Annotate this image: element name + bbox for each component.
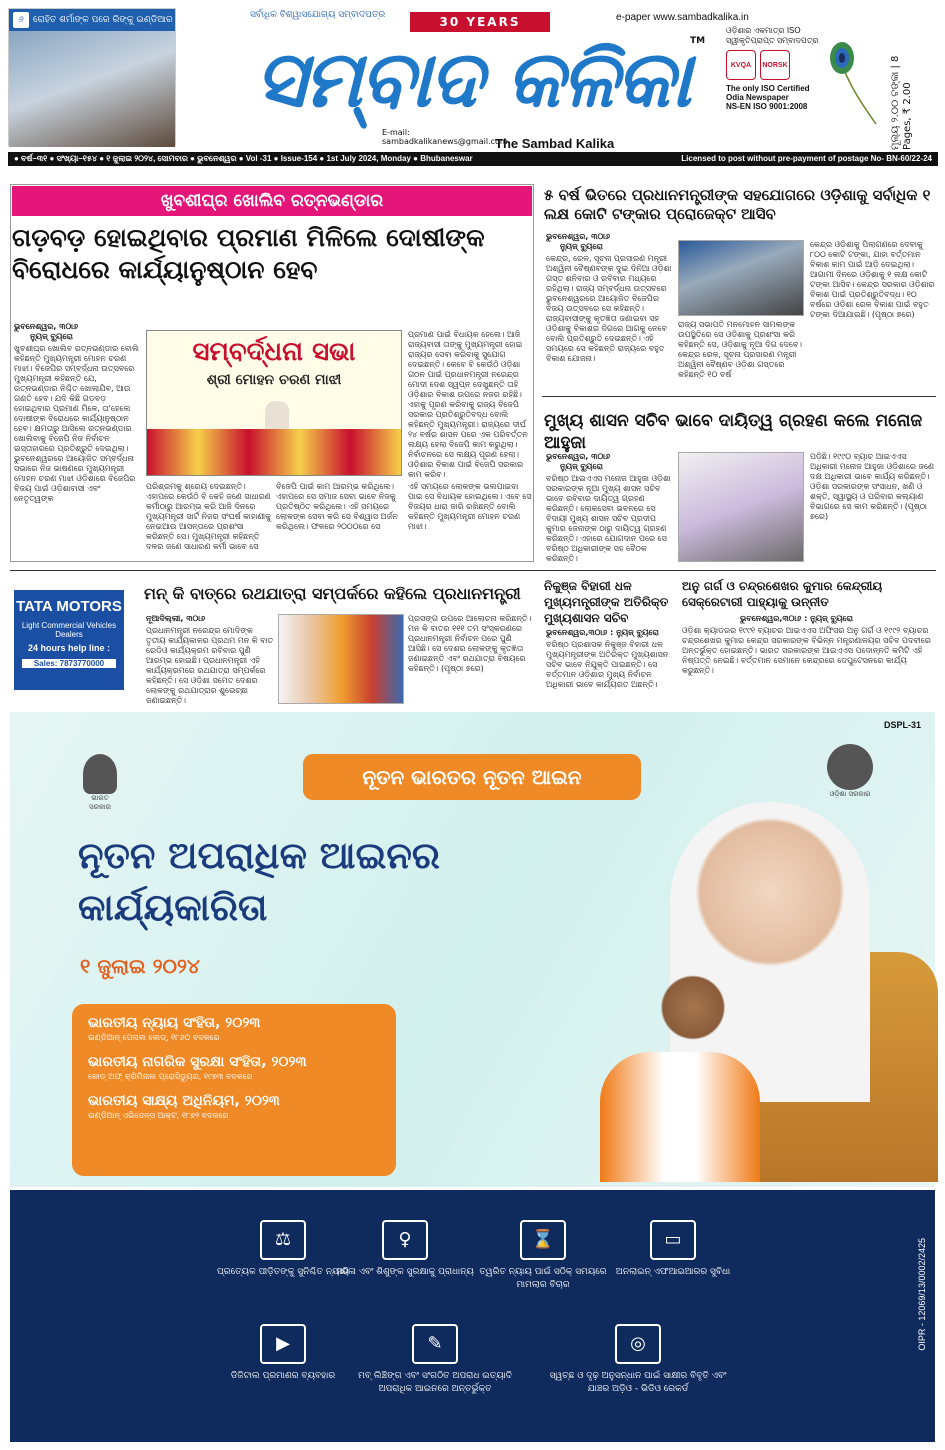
leader-portrait-2: [638, 962, 748, 1092]
feature-item: [548, 1324, 728, 1396]
feature-item: [598, 1220, 748, 1279]
lead-photo: [146, 330, 402, 476]
story5-headline[interactable]: ନିକୁଞ୍ଜ ବିହାରୀ ଧଳ ମୁଖ୍ୟମନ୍ତ୍ରୀଙ୍କ ଅତିରିକ୍ତ ମୁଖ୍ୟଶାସନ ସଚିବ: [544, 579, 669, 625]
story2-bureau: ନ୍ୟୁଜ୍ ବ୍ୟୁରୋ: [560, 242, 603, 251]
email-label: E-mail:: [382, 128, 410, 137]
law-replaces: ଇଣ୍ଡିଆନ୍ ଏଭିଡେନ୍ସ ଆକ୍ଟ, ୧୮୭୨ ବଦଳରେ: [88, 1111, 229, 1120]
feature-label: ସ୍ୱଚ୍ଛ ଓ ଦୃଢ଼ ଅନୁସନ୍ଧାନ ପାଇଁ ସାକ୍ଷୀର ବିବୃତି ଏବଂ ଯାଞ୍ଚର ଅଡ଼ିଓ - ଭିଡିଓ ରେକର୍ଡ: [549, 1371, 727, 1394]
ad-code: DSPL-31: [883, 720, 921, 730]
iso-line-1: The only ISO Certified: [726, 84, 810, 93]
teaser-headline: ୬ ରୋହିତ ଶର୍ମାଙ୍କ ପରେ ରିଙ୍କୁ ଇଣ୍ଡିଆର କ୍ୟାପ୍ଟେନ ହେବେ କି କୋହଲି: [9, 9, 175, 31]
story2-column-3: କେନ୍ଦ୍ର ଓଡ଼ିଶାକୁ ପିଲାଗଣରେ ଦେବାକୁ ୮୦୦ କୋଟି ଟଙ୍କା, ଯାହା ବର୍ତ୍ତମାନ ବିକାଶ କାମ ପାଇଁ ଆଡ଼ି ଦେଇଥିଲା। ଆଗାମୀ ଦିନରେ ଓଡ଼ିଶାକୁ ୧ ଲକ୍ଷ କୋଟି ଟଙ୍କା ଆସିବ। କେନ୍ଦ୍ର ସରକାର ଓଡ଼ିଶାର ବିକାଶ ପାଇଁ ପ୍ରତିଶ୍ରୁତିବଦ୍ଧ। ୧୦ ବର୍ଷରେ ଓଡ଼ିଶା ରେଳ ବିକାଶ ପାଇଁ ବହୁତ ଟଙ୍କା ଦିଆଯାଇଛି। (ପୃଷ୍ଠା ୭ରେ): [810, 240, 935, 319]
story4-dateline: ନୂଆଦିଲ୍ଲୀ, ୩୦ା୬: [146, 614, 206, 623]
lead-column-2: ପ୍ରମାଣ ପାଇଁ ବିଧାୟକ ହେଲେ। ଆଜି ରାଜ୍ୟବାସୀ ତାଙ୍କୁ ମୁଖ୍ୟମନ୍ତ୍ରୀ ହୋଇ ରାଜ୍ୟର ସେବା କରିବାକୁ ସୁଯୋଗ ଦେଇଛନ୍ତି। କେବେ ବି କେଉଁଠି ଓଡ଼ିଶା ଗଠନ ପାଇଁ ପ୍ରଧାନମନ୍ତ୍ରୀ ନରେନ୍ଦ୍ର ମୋଦୀ ଦେଶ ସ୍ୱପ୍ନ ଦେଖୁଛନ୍ତି ତାହି ଓଡ଼ିଶାର ବିକାଶ ଉପରେ ନଜର ରହିଛି। ଏହାକୁ ପୂରଣ କରିବାକୁ ରାଜ୍ୟ ବିଜେପି ସରକାର ପ୍ରତିଶ୍ରୁତିବଦ୍ଧ ବୋଲି କହିଛନ୍ତି ମୁଖ୍ୟମନ୍ତ୍ରୀ। ରାଜ୍ୟରେ ଦୀର୍ଘ ୨୪ ବର୍ଷର ଶାସନ ପରେ ଏକ ପରିବର୍ତ୍ତନ ଲକ୍ଷ୍ୟ ହେଲା ବିଜେପି କାମ କରୁଥିଲା। ନିର୍ବାଚନରେ ସେ ଲକ୍ଷ୍ୟ ପୂରଣ ହେଲା। ଓଡ଼ିଶାର ବିକାଶ ପାଇଁ ବିଜେପି ସରକାର କାମ କରିବ।: [408, 330, 528, 479]
tata-brand: TATA MOTORS: [16, 598, 122, 615]
feature-item: [330, 1220, 480, 1279]
india-emblem-icon: [80, 754, 120, 811]
lead-column-4: ବିଜେପି ପାଇଁ କାମ ଆରମ୍ଭ କରିଥିଲେ। ଏହାପରେ ସେ ସମାଜ ସେବା ଭାବେ ନିଜକୁ ପ୍ରତିଷ୍ଠିତ କରିଥିଲେ। ଏହି ସମୟରେ ଲୋକଙ୍କ ସେବା କରି ସେ ବିଶ୍ୱାସ ଅର୍ଜନ କରିଥିଲେ। ଫଳରେ ୨୦୦୦ରେ ସେ: [276, 482, 398, 531]
story6-headline[interactable]: ଅନୁ ଗର୍ଗ ଓ ଚନ୍ଦ୍ରଶେଖର କୁମାର କେନ୍ଦ୍ରୀୟ ସେକ୍ରେଟାରୀ ପାହ୍ୟାକୁ ଉନ୍ନୀତ: [682, 579, 883, 609]
price-info: ମୂଲ୍ୟ ୨.୦୦ ଟଙ୍କା | 8 Pages, ₹ 2.00: [890, 55, 913, 150]
feature-label: ଡିଜିଟାଲ ପ୍ରମାଣର ବ୍ୟବହାର: [230, 1371, 336, 1381]
story3-column-1: ବରିଷ୍ଠ ଆଇଏଏସ ମନୋଜ ଆହୁଜା ଓଡ଼ିଶା ସରକାରଙ୍କ ନୂଆ ମୁଖ୍ୟ ଶାସନ ସଚିବ ଭାବେ ରବିବାର ଦାୟିତ୍ୱ ଗ୍ରହଣ କରିଛନ୍ତି। ଲୋକସେବା ଭବନରେ ସେ ବିଦାୟୀ ମୁଖ୍ୟ ଶାସନ ସଚିବ ପ୍ରଦୀପ କୁମାର ଜେନାଙ୍କ ଠାରୁ ଦାୟିତ୍ୱ ଗ୍ରହଣ କରିଛନ୍ତି। ଏହାରେ ଯୋଗଦାନ ପରେ ସେ ବରିଷ୍ଠ ଅଧିକାରୀଙ୍କ ସହ ବୈଠକ କରିଛନ୍ତି।: [546, 474, 671, 563]
website-link[interactable]: e-paper www.sambadkalika.in: [616, 12, 749, 23]
lead-headline[interactable]: ଗଡ଼ବଡ଼ ହୋଇଥିବାର ପ୍ରମାଣ ମିଳିଲେ ଦୋଷୀଙ୍କ ବିରୋଧରେ କାର୍ଯ୍ୟାନୁଷ୍ଠାନ ହେବ: [12, 223, 485, 284]
story6-body: ଓଡ଼ିଶା କ୍ୟାଡରର ୧୯୯୧ ବ୍ୟାଚର ଆଇଏଏସ ଅଫିସର ଅନୁ ଗର୍ଗ ଓ ୧୯୯୨ ବ୍ୟାଚର ଚନ୍ଦ୍ରଶେଖର କୁମାର କେନ୍ଦ୍ର ସରକାରଙ୍କ ବିଭିନ୍ନ ମନ୍ତ୍ରଣାଳୟର ସଚିବ ପଦବୀରେ ଅନ୍ତର୍ଭୁକ୍ତ ହୋଇଛନ୍ତି। ଭାରତ ସରକାରଙ୍କ ଆଇଏଏସ ପଦୋନ୍ନତି କମିଟି ଏହି ନିଷ୍ପତ୍ତି ନେଇଛି। ବର୍ତ୍ତମାନ ସେମାନେ କେନ୍ଦ୍ରରେ ଡେପୁଟେସନରେ କାର୍ଯ୍ୟ କରୁଛନ୍ତି।: [682, 626, 931, 675]
top-teaser-box[interactable]: [8, 8, 278, 146]
story4-photo: [278, 614, 404, 704]
digital-evidence-icon: ▶: [260, 1324, 306, 1364]
odisha-seal-icon: [827, 744, 873, 790]
iso-odia-text: ଓଡ଼ିଶାର ଏକମାତ୍ର ISO ସ୍ୱୀକୃତିପ୍ରାପ୍ତ ସମ୍ବାଦପତ୍ର: [726, 26, 819, 45]
date-bar: [8, 152, 938, 166]
video-record-icon: ◎: [615, 1324, 661, 1364]
ad-title: [78, 830, 598, 934]
feature-item: [208, 1324, 358, 1383]
story3-headline[interactable]: ମୁଖ୍ୟ ଶାସନ ସଚିବ ଭାବେ ଦାୟିତ୍ୱ ଗ୍ରହଣ କଲେ ମନୋଜ ଆହୁଜା: [544, 411, 923, 453]
new-laws-list: [72, 1004, 396, 1176]
lead-dateline: ଭୁବନେଶ୍ୱର, ୩୦ା୬: [14, 322, 79, 331]
story3-dateline: ଭୁବନେଶ୍ୱର, ୩୦ା୬: [546, 452, 611, 461]
tata-dealer-line: Light Commercial Vehicles Dealers: [21, 621, 117, 639]
law-item: [88, 1053, 380, 1082]
lead-kicker[interactable]: ଖୁବଶୀଘ୍ର ଖୋଲିବ ରତ୍ନଭଣ୍ଡାର: [12, 186, 532, 216]
document-icon: ✎: [412, 1324, 458, 1364]
lead-column-3: ପରିଶ୍ରମକୁ ଶ୍ରେୟ ଦେଇଛନ୍ତି। ଏହାପରେ କେଉଁଠି ବି କେହି ଜଣେ ସାଧାରଣ କର୍ମୀଠାରୁ ଆରମ୍ଭ କରି ଆଜି ଦିନରେ ମୁଖ୍ୟମନ୍ତ୍ରୀ ସାର୍ଟ ନିଜର ସଂଘର୍ଷ କାହାଣୀକୁ ନେଇଆଉ ଆସନ୍ତାରେ ପ୍ରଶଂସା କରିଛନ୍ତି ସେ। ମୁଖ୍ୟମନ୍ତ୍ରୀ କହିଛନ୍ତି ଦଳର ଜଣେ ସାଧାରଣ କର୍ମୀ ଭାବେ ସେ: [146, 482, 272, 551]
ad-title-line-1: ନୂତନ ଅପରାଧିକ ଆଇନର: [78, 834, 440, 877]
divider: [10, 570, 936, 571]
story4-column-2: ପ୍ରସଙ୍ଗ ଉପରେ ଆଲୋଚନା କରିଛନ୍ତି। ମନ କି ବାତର ୧୧୧ ତମ ସଂସ୍କରଣରେ ପ୍ରଧାନମନ୍ତ୍ରୀ ନିର୍ବାଚନ ପରେ ପୁଣି ଆସିଛି। ସେ ଦେଶର ଲୋକଙ୍କୁ କୃତଜ୍ଞତା ଜଣାଇଛନ୍ତି ଏବଂ ରଥଯାତ୍ରା ବିଷୟରେ କହିଛନ୍ତି। (ପୃଷ୍ଠା ୭ରେ): [408, 614, 532, 673]
license-info: Licensed to post without pre-payment of postage No- BN-60/22-24: [681, 154, 932, 163]
law-title: ଭାରତୀୟ ସାକ୍ଷ୍ୟ ଅଧିନିୟମ, ୨୦୨୩: [88, 1093, 280, 1109]
features-panel: [10, 1190, 935, 1442]
lead-column-1: ଖୁବଶୀଘ୍ର ଖୋଲିବ ରତ୍ନଭଣ୍ଡାର ବୋଲି କହିଛନ୍ତି ମୁଖ୍ୟମନ୍ତ୍ରୀ ମୋହନ ଚରଣ ମାଝୀ। ବିଜେପିର ସମ୍ବର୍ଦ୍ଧନା ଉତ୍ସବରେ ମୁଖ୍ୟମନ୍ତ୍ରୀ କହିଛନ୍ତି ଯେ, ରତ୍ନଭଣ୍ଡାର ନିଶ୍ଚିତ ଖୋଲାଯିବ, ଆଉ ଗଣତି ହେବ। ଯଦି କିଛି ଗଡ଼ବଡ଼ ହୋଇଥିବାର ପ୍ରମାଣ ମିଳେ, ତା'ହେଲେ ଦୋଷୀଙ୍କ ବିରୋଧରେ କାର୍ଯ୍ୟାନୁଷ୍ଠାନ ହେବ। କ୍ଷମତାରୁ ଆସିଲେ ରତ୍ନଭଣ୍ଡାର ଖୋଲିବାକୁ ବିଜେପି ନିଜ ନିର୍ବାଚନ ଇସ୍ତାହାରରେ ପ୍ରତିଶ୍ରୁତି ଦେଇଥିଲା। ଭୁବନେଶ୍ୱରରେ ଆୟୋଜିତ ସମ୍ବର୍ଦ୍ଧନା ସଭାରେ ନିଜ ଭାଷଣରେ ମୁଖ୍ୟମନ୍ତ୍ରୀ ମୋହନ ଚରଣ ମାଝୀ ଓଡ଼ିଶାରେ ବିଜେପିର ବିଜୟ ପାଇଁ ଓଡ଼ିଶାବାସୀ ଏବଂ ନେତୃତ୍ୱଙ୍କ: [14, 344, 139, 503]
norsk-logo-icon: NORSK: [760, 50, 790, 80]
slogan: ସର୍ବାଧିକ ବିଶ୍ୱାସଯୋଗ୍ୟ ସମ୍ବାଦପତ୍ର: [250, 10, 386, 20]
tata-motors-ad[interactable]: [14, 590, 124, 690]
story2-photo: [678, 240, 804, 316]
story6-dateline: ଭୁବନେଶ୍ୱର,୩୦ା୬ : ନ୍ୟୁଜ୍ ବ୍ୟୁରୋ: [740, 614, 853, 623]
emblem-left-caption: ଭାରତ ସରକାର: [89, 794, 111, 811]
law-title: ଭାରତୀୟ ନାଗରିକ ସୁରକ୍ଷା ସଂହିତା, ୨୦୨୩: [88, 1054, 307, 1070]
emblem-right-caption: ଓଡ଼ିଶା ସରକାର: [829, 790, 871, 798]
law-item: [88, 1014, 380, 1043]
story2-column-2: ରାଜ୍ୟ ସଭାପତି ମନମୋହନ ସାମଲଙ୍କ ଉପସ୍ଥିତିରେ ସେ ଓଡ଼ିଶାକୁ ପ୍ରଶଂସା କରି କହିଛନ୍ତି ସେ, ଓଡ଼ିଶାକୁ ନୂଆ ଦିଗ ଦେବେ। କେନ୍ଦ୍ର ରେଳ, ସୂଚନା ପ୍ରସାରଣ ମନ୍ତ୍ରୀ ଅଶ୍ୱିନୀ ବୈଷ୍ଣବ ଓଡ଼ିଶା ଗସ୍ତରେ କହିଛନ୍ତି ୧୦ ବର୍ଷ: [678, 320, 802, 379]
feature-item: [350, 1324, 520, 1396]
law-replaces: ଇଣ୍ଡିଆନ୍ ପେନାଲ କୋଡ୍, ୧୮୬୦ ବଦଳରେ: [88, 1033, 220, 1042]
teaser-photo: [9, 31, 175, 147]
feature-label: ତ୍ୱରିତ ନ୍ୟାୟ ପାଇଁ ସଠିକ୍ ସମୟରେ ମାମଲାର ବିଚାର: [479, 1267, 607, 1290]
law-replaces: କୋଡ୍ ଅଫ୍ କ୍ରିମିନାଲ ପ୍ରୋସିଡ୍ୟୁର, ୧୯୭୩ ବଦଳରେ: [88, 1072, 253, 1081]
feature-item: [468, 1220, 618, 1292]
women-safety-icon: ♀: [382, 1220, 428, 1260]
feature-label: ପ୍ରତ୍ୟେକ ପୀଡ଼ିତଙ୍କୁ ସୁନିଶ୍ଚିତ ନ୍ୟାୟ: [217, 1267, 349, 1277]
story3-bureau: ନ୍ୟୁଜ୍ ବ୍ୟୁରୋ: [560, 462, 603, 471]
feature-label: ଅନଲାଇନ୍ ଏଫଆଇଆରର ସୁବିଧା: [615, 1267, 731, 1277]
iso-block: [726, 26, 826, 111]
feature-label: ମହିଳା ଏବଂ ଶିଶୁଙ୍କ ସୁରକ୍ଷାକୁ ପ୍ରାଧାନ୍ୟ: [336, 1267, 474, 1277]
lead-column-5: ଏହି ସମୟରେ ଲୋକଙ୍କ ଭଲପାଇବା ପାଇ ସେ ବିଧାୟକ ହୋଇଥିଲେ। ଏବେ ସେ ବିଜୟର ଧାରା ଜାରି ରଖିଛନ୍ତି ବୋଲି କହିଛନ୍ତି ମୁଖ୍ୟମନ୍ତ୍ରୀ ମୋହନ ଚରଣ ମାଝୀ।: [408, 482, 532, 531]
story5-dateline: ଭୁବନେଶ୍ୱର,୩୦ା୬ : ନ୍ୟୁଜ୍ ବ୍ୟୁରୋ: [546, 628, 659, 637]
law-item: [88, 1092, 380, 1121]
ad-tagline-pill: ନୂତନ ଭାରତର ନୂତନ ଆଇନ: [303, 754, 641, 800]
oipr-code: OIPR - 12069/13/0002/2425: [917, 1238, 927, 1351]
lead-bureau: ନ୍ୟୁଜ୍ ବ୍ୟୁରୋ: [30, 332, 73, 341]
iso-line-2: Odia Newspaper: [726, 93, 789, 102]
email-block: [382, 128, 508, 146]
hourglass-icon: ⌛: [520, 1220, 566, 1260]
online-fir-icon: ▭: [650, 1220, 696, 1260]
odisha-emblem-icon: [820, 744, 880, 804]
iso-line-3: NS-EN ISO 9001:2008: [726, 102, 808, 111]
story3-photo: [678, 452, 804, 562]
photo-name-text: ଶ୍ରୀ ମୋହନ ଚରଣ ମାଝୀ: [206, 372, 342, 388]
newspaper-logo[interactable]: ସମ୍ବାଦ କଳିକା: [255, 34, 690, 125]
ad-effective-date: ୧ ଜୁଲାଇ ୨୦୨୪: [80, 954, 200, 978]
photo-banner-text: ସମ୍ବର୍ଦ୍ଧନା ସଭା: [192, 337, 356, 367]
peacock-feather-icon: [826, 36, 882, 126]
law-title: ଭାରତୀୟ ନ୍ୟାୟ ସଂହିତା, ୨୦୨୩: [88, 1015, 261, 1031]
story2-column-1: କେନ୍ଦ୍ର, ରେଳ, ସୂଚନା ପ୍ରସାରଣ ମନ୍ତ୍ରୀ ଅଶ୍ୱିନୀ ବୈଷ୍ଣବଙ୍କ ଦୁଇ ଦିନିଆ ଓଡ଼ିଶା ଗସ୍ତ ଶନିବାର ଓ ରବିବାର ମଧ୍ୟରେ ରହିଥିଲା। ରାଜ୍ୟ ସମ୍ବର୍ଦ୍ଧନା ଉତ୍ସବରେ ଭୁବନେଶ୍ୱରରେ ଆୟୋଜିତ ବିଜେପିର ବିଜୟ ଉତ୍ସବରେ ସେ କହିଛନ୍ତି। ରାଜ୍ୟବାସୀଙ୍କୁ କୃତଜ୍ଞତା ଜଣାଇବା ସହ ଓଡ଼ିଶାକୁ ବିକାଶର ଦିଗରେ ଆଗକୁ ନେବେ ବୋଲି ପ୍ରତିଶ୍ରୁତି ଦେଇଛନ୍ତି। ଏହି ସମୟରେ ସେ କହିଛନ୍ତି ରାଜ୍ୟରେ ବହୁତ ବିକାଶ ଯୋଜନା।: [546, 254, 672, 363]
divider: [542, 396, 936, 397]
anniversary-banner: 30 YEARS: [410, 12, 550, 32]
issue-info: ● ବର୍ଷ–୩୧ ● ସଂଖ୍ୟା–୧୫୪ ● ୧ ଜୁଲାଇ ୨୦୨୪, ସୋମବାର ● ଭୁବନେଶ୍ୱର ● Vol -31 ● Issue-154 ● 1st July 2024, Monday ● Bhubaneswar: [14, 154, 473, 163]
story2-dateline: ଭୁବନେଶ୍ୱର, ୩୦ା୬: [546, 232, 611, 241]
story4-headline[interactable]: ମନ୍ କି ବାତ୍‌ରେ ରଥଯାତ୍ରା ସମ୍ପର୍କରେ କହିଲେ ପ୍ରଧାନମନ୍ତ୍ରୀ: [144, 584, 521, 603]
english-name: The Sambad Kalika: [495, 136, 615, 151]
story2-headline[interactable]: ୫ ବର୍ଷ ଭିତରେ ପ୍ରଧାନମନ୍ତ୍ରୀଙ୍କ ସହଯୋଗରେ ଓଡ଼ିଶାକୁ ସର୍ବାଧିକ ୧ ଲକ୍ଷ କୋଟି ଟଙ୍କାର ପ୍ରୋଜେକ୍ଟ ଆସିବ: [544, 186, 931, 223]
ashoka-emblem-icon: [83, 754, 117, 794]
feature-label: ମବ୍ ଲିଞ୍ଚିଙ୍ଗ ଏବଂ ସଂଗଠିତ ଅପରାଧ ଇତ୍ୟାଦି ଅପରାଧିକ ଆଇନରେ ଅନ୍ତର୍ଭୁକ୍ତ: [358, 1371, 512, 1394]
kvqa-logo-icon: KVQA: [726, 50, 756, 80]
story5-body: ବରିଷ୍ଠ ପ୍ରଶାସକ ନିକୁଞ୍ଜ ବିହାରୀ ଧଳ ମୁଖ୍ୟମନ୍ତ୍ରୀଙ୍କ ଅତିରିକ୍ତ ମୁଖ୍ୟଶାସନ ସଚିବ ଭାବେ ନିଯୁକ୍ତି ପାଇଛନ୍ତି। ସେ ବର୍ତ୍ତମାନ ଓଡ଼ିଶାର ମୁଖ୍ୟ ନିର୍ବାଚନ ଅଧିକାରୀ ଭାବେ କାର୍ଯ୍ୟରତ ଅଛନ୍ତି।: [546, 640, 669, 689]
trademark: TM: [690, 36, 706, 46]
tata-sales-number[interactable]: Sales: 7873770000: [22, 659, 116, 668]
story3-column-2: ପଡ଼ିଛି। ୧୯୯୦ ବ୍ୟାଚ ଆଇଏଏସ ଅଧିକାରୀ ମନୋଜ ଆହୁଜା ଓଡ଼ିଶାରେ ଜଣେ ଦକ୍ଷ ଅଧିକାରୀ ଭାବେ କାର୍ଯ୍ୟ କରିଛନ୍ତି। ଓଡ଼ିଶା ସରକାରଙ୍କ ସଂସାଧନ, ଖଣି ଓ ଶକ୍ତି, ସ୍ୱାସ୍ଥ୍ୟ ଓ ପରିବାର କଲ୍ୟାଣ ବିଭାଗରେ ସେ କାମ କରିଛନ୍ତି। (ପୃଷ୍ଠା ୭ରେ): [810, 452, 935, 521]
story4-column-1: ପ୍ରଧାନମନ୍ତ୍ରୀ ନରେନ୍ଦ୍ର ମୋଦିଙ୍କ ତୃତୀୟ କାର୍ଯ୍ୟକାଳର ପ୍ରଥମ ମନ କି ବାତ ରେଡିଓ କାର୍ଯ୍ୟକ୍ରମ ରବିବାର ପୁଣି ଆରମ୍ଭ ହୋଇଛି। ପ୍ରଧାନମନ୍ତ୍ରୀ ଏହି କାର୍ଯ୍ୟକ୍ରମରେ ରଥଯାତ୍ରା ସମ୍ପର୍କରେ କହିଛନ୍ତି। ସେ ଓଡ଼ିଶା ସମେତ ଦେଶର ଲୋକଙ୍କୁ ରଥଯାତ୍ରାର ଶୁଭେଚ୍ଛା ଜଣାଇଛନ୍ତି।: [146, 626, 274, 705]
tata-helpline-label: 24 hours help line :: [27, 643, 110, 653]
email-address[interactable]: sambadkalikanews@gmail.com: [382, 137, 508, 146]
government-advertisement[interactable]: [10, 712, 935, 1187]
justice-icon: ⚖: [260, 1220, 306, 1260]
ad-title-line-2: କାର୍ଯ୍ୟକାରିତା: [78, 886, 268, 929]
page-number: ୬: [13, 12, 29, 28]
flowers-decoration: [147, 429, 401, 475]
